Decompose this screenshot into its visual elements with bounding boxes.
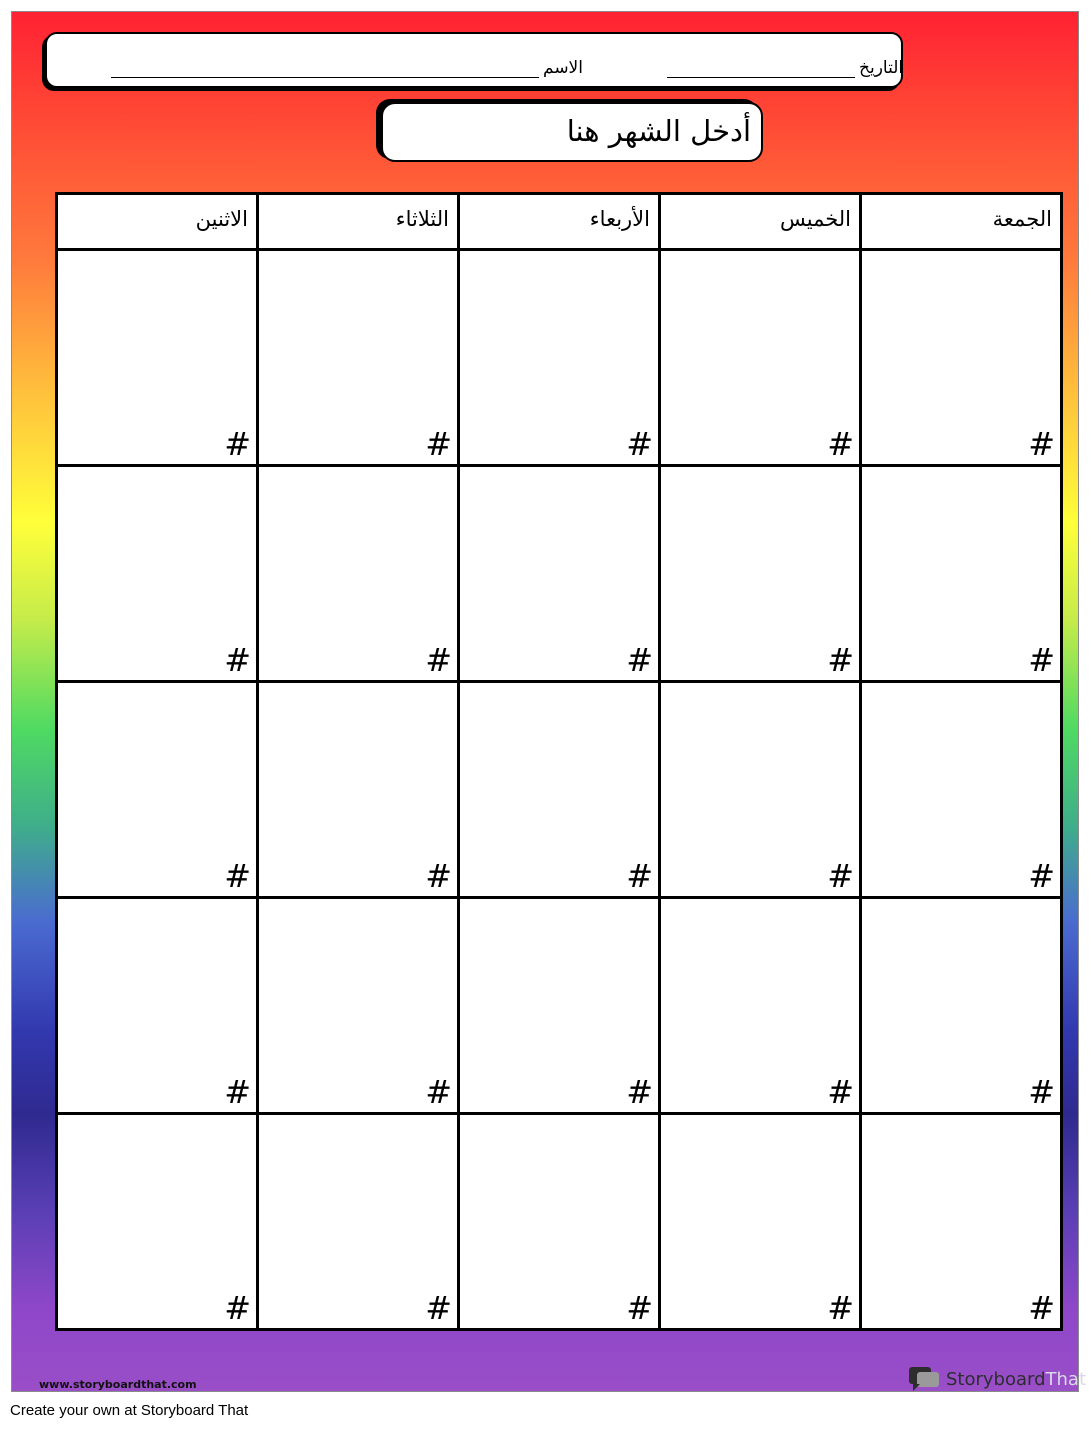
day-number-placeholder: # <box>626 1289 653 1327</box>
day-number-placeholder: # <box>1028 641 1055 679</box>
day-number-placeholder: # <box>626 641 653 679</box>
week-row <box>57 1114 1062 1330</box>
day-cell[interactable] <box>57 466 258 682</box>
day-cell[interactable] <box>57 1114 258 1330</box>
calendar-body <box>57 250 1062 1330</box>
day-number-placeholder: # <box>425 641 452 679</box>
day-cell[interactable] <box>660 682 861 898</box>
day-number-placeholder: # <box>425 425 452 463</box>
day-number-placeholder: # <box>827 1289 854 1327</box>
day-cell[interactable] <box>57 898 258 1114</box>
name-label: الاسم <box>543 58 583 78</box>
day-cell[interactable] <box>258 466 459 682</box>
weekday-header: الجمعة <box>861 194 1062 250</box>
day-number-placeholder: # <box>425 1073 452 1111</box>
weekday-header: الثلاثاء <box>258 194 459 250</box>
day-cell[interactable] <box>861 682 1062 898</box>
week-row <box>57 682 1062 898</box>
day-number-placeholder: # <box>827 1073 854 1111</box>
day-cell[interactable] <box>861 898 1062 1114</box>
day-cell[interactable] <box>660 250 861 466</box>
day-number-placeholder: # <box>626 857 653 895</box>
day-number-placeholder: # <box>224 1289 251 1327</box>
name-line <box>111 63 539 78</box>
week-row <box>57 250 1062 466</box>
day-number-placeholder: # <box>1028 857 1055 895</box>
calendar-grid <box>55 192 1063 1331</box>
day-number-placeholder: # <box>224 1073 251 1111</box>
day-number-placeholder: # <box>827 425 854 463</box>
day-number-placeholder: # <box>425 1289 452 1327</box>
day-cell[interactable] <box>459 898 660 1114</box>
week-row <box>57 898 1062 1114</box>
month-title: أدخل الشهر هنا <box>566 114 751 148</box>
day-number-placeholder: # <box>224 425 251 463</box>
day-cell[interactable] <box>660 898 861 1114</box>
footer-caption[interactable]: Create your own at Storyboard That <box>10 1402 249 1419</box>
date-field[interactable] <box>667 58 903 78</box>
day-cell[interactable] <box>258 250 459 466</box>
day-cell[interactable] <box>861 466 1062 682</box>
day-cell[interactable] <box>459 466 660 682</box>
day-cell[interactable] <box>459 1114 660 1330</box>
brand-name: StoryboardThat <box>946 1368 1087 1390</box>
weekday-header: الأربعاء <box>459 194 660 250</box>
weekday-header: الخميس <box>660 194 861 250</box>
day-number-placeholder: # <box>1028 1289 1055 1327</box>
day-number-placeholder: # <box>827 857 854 895</box>
day-cell[interactable] <box>459 682 660 898</box>
day-number-placeholder: # <box>224 857 251 895</box>
name-field[interactable] <box>111 58 583 78</box>
worksheet-page <box>11 11 1087 1392</box>
week-row <box>57 466 1062 682</box>
day-cell[interactable] <box>57 682 258 898</box>
weekday-header-row <box>57 194 1062 250</box>
date-line <box>667 63 855 78</box>
header-box <box>45 32 903 88</box>
website-url[interactable]: www.storyboardthat.com <box>39 1378 197 1391</box>
day-cell[interactable] <box>258 682 459 898</box>
day-cell[interactable] <box>459 250 660 466</box>
day-cell[interactable] <box>57 250 258 466</box>
storyboardthat-logo[interactable] <box>908 1366 1086 1392</box>
day-cell[interactable] <box>258 1114 459 1330</box>
date-label: التاريخ <box>859 58 904 78</box>
day-cell[interactable] <box>861 250 1062 466</box>
day-number-placeholder: # <box>626 1073 653 1111</box>
day-cell[interactable] <box>861 1114 1062 1330</box>
day-number-placeholder: # <box>224 641 251 679</box>
day-number-placeholder: # <box>1028 1073 1055 1111</box>
day-cell[interactable] <box>258 898 459 1114</box>
month-title-box[interactable] <box>381 102 763 162</box>
day-number-placeholder: # <box>425 857 452 895</box>
day-cell[interactable] <box>660 1114 861 1330</box>
speech-bubble-icon <box>908 1366 940 1392</box>
day-number-placeholder: # <box>827 641 854 679</box>
day-cell[interactable] <box>660 466 861 682</box>
weekday-header: الاثنين <box>57 194 258 250</box>
day-number-placeholder: # <box>626 425 653 463</box>
day-number-placeholder: # <box>1028 425 1055 463</box>
